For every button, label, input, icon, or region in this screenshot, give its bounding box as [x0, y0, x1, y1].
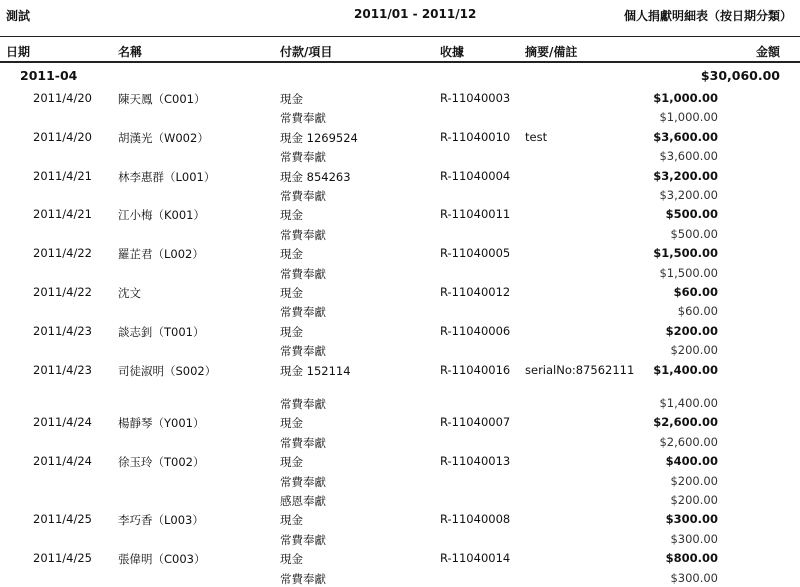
entry-item-label: 常費奉獻	[280, 475, 326, 489]
entry-item-amount: $200.00	[670, 343, 718, 357]
entry-item-label: 常費奉獻	[280, 572, 326, 586]
entry-name: 談志釗（T001）	[118, 325, 205, 339]
entry-item-amount: $1,000.00	[659, 110, 718, 124]
entry-item-amount: $500.00	[670, 227, 718, 241]
entry-amount: $3,200.00	[653, 169, 718, 183]
entry-payment-method: 現金	[280, 455, 303, 469]
entry-payment-method: 現金	[280, 325, 303, 339]
entry-date: 2011/4/23	[33, 324, 92, 338]
report-title: 個人捐獻明細表（按日期分類）	[623, 9, 792, 23]
entry-item-label: 常費奉獻	[280, 150, 326, 164]
entry-receipt: R-11040004	[440, 169, 511, 183]
entry-date: 2011/4/23	[33, 363, 92, 377]
entry-item-label: 常費奉獻	[280, 344, 326, 358]
entry-item-amount: $60.00	[677, 304, 718, 318]
entry-payment-method: 現金	[280, 208, 303, 222]
entry-name: 李巧香（L003）	[118, 513, 204, 527]
report-org-name: 測試	[6, 9, 31, 23]
entry-payment-method: 現金 854263	[280, 170, 351, 184]
column-header-name: 名稱	[118, 45, 143, 59]
entry-date: 2011/4/24	[33, 454, 92, 468]
entry-amount: $1,500.00	[653, 246, 718, 260]
entry-amount: $3,600.00	[653, 130, 718, 144]
entry-memo: serialNo:87562111	[525, 363, 635, 377]
entry-name: 沈文	[118, 286, 141, 300]
entry-payment-method: 現金	[280, 513, 303, 527]
entry-receipt: R-11040003	[440, 91, 511, 105]
entry-payment-method: 現金	[280, 247, 303, 261]
group-total: $30,060.00	[700, 68, 780, 83]
entry-receipt: R-11040014	[440, 551, 511, 565]
entry-memo: test	[525, 130, 548, 144]
column-header-memo: 摘要/備註	[525, 45, 578, 59]
entry-item-label: 常費奉獻	[280, 436, 326, 450]
entry-date: 2011/4/21	[33, 207, 92, 221]
entry-amount: $60.00	[673, 285, 718, 299]
entry-item-label: 常費奉獻	[280, 228, 326, 242]
entry-date: 2011/4/24	[33, 415, 92, 429]
entry-item-amount: $1,400.00	[659, 396, 718, 410]
entry-name: 司徒淑明（S002）	[118, 364, 217, 378]
entry-payment-method: 現金	[280, 92, 303, 106]
entry-item-amount: $300.00	[670, 571, 718, 585]
entry-receipt: R-11040012	[440, 285, 511, 299]
column-header-amount: 金額	[755, 45, 780, 59]
entry-date: 2011/4/21	[33, 169, 92, 183]
entry-date: 2011/4/22	[33, 246, 92, 260]
entry-name: 羅芷君（L002）	[118, 247, 204, 261]
entry-item-amount: $3,600.00	[659, 149, 718, 163]
entry-item-amount: $300.00	[670, 532, 718, 546]
entry-item-amount: $3,200.00	[659, 188, 718, 202]
entry-item-label: 常費奉獻	[280, 111, 326, 125]
entry-date: 2011/4/20	[33, 91, 92, 105]
entry-receipt: R-11040010	[440, 130, 511, 144]
entry-payment-method: 現金 152114	[280, 364, 351, 378]
entry-item-amount: $1,500.00	[659, 266, 718, 280]
entry-date: 2011/4/25	[33, 551, 92, 565]
entry-name: 徐玉玲（T002）	[118, 455, 205, 469]
entry-item-amount: $200.00	[670, 493, 718, 507]
entry-amount: $300.00	[665, 512, 718, 526]
column-header-date: 日期	[6, 45, 31, 59]
entry-item-label: 常費奉獻	[280, 533, 326, 547]
entry-receipt: R-11040005	[440, 246, 511, 260]
entry-amount: $800.00	[665, 551, 718, 565]
entry-amount: $400.00	[665, 454, 718, 468]
group-label: 2011-04	[20, 68, 78, 83]
entry-receipt: R-11040016	[440, 363, 511, 377]
entry-receipt: R-11040006	[440, 324, 511, 338]
entry-item-label: 常費奉獻	[280, 397, 326, 411]
entry-payment-method: 現金	[280, 416, 303, 430]
entry-receipt: R-11040008	[440, 512, 511, 526]
entry-payment-method: 現金	[280, 552, 303, 566]
entry-receipt: R-11040007	[440, 415, 511, 429]
entry-amount: $1,000.00	[653, 91, 718, 105]
entry-amount: $2,600.00	[653, 415, 718, 429]
entry-item-label: 常費奉獻	[280, 305, 326, 319]
entry-payment-method: 現金	[280, 286, 303, 300]
report-period: 2011/01 - 2011/12	[354, 7, 477, 21]
entry-item-amount: $2,600.00	[659, 435, 718, 449]
entry-name: 江小梅（K001）	[118, 208, 205, 222]
entry-amount: $500.00	[665, 207, 718, 221]
entry-name: 林李惠群（L001）	[118, 170, 216, 184]
entry-payment-method: 現金 1269524	[280, 131, 358, 145]
column-header-rule	[0, 61, 800, 63]
entry-item-amount: $200.00	[670, 474, 718, 488]
entry-receipt: R-11040013	[440, 454, 511, 468]
entry-item-label: 常費奉獻	[280, 267, 326, 281]
entry-item-label: 感恩奉獻	[280, 494, 326, 508]
entry-item-label: 常費奉獻	[280, 189, 326, 203]
header-rule	[0, 36, 800, 37]
entry-date: 2011/4/22	[33, 285, 92, 299]
entry-name: 楊靜琴（Y001）	[118, 416, 205, 430]
entry-receipt: R-11040011	[440, 207, 511, 221]
entry-name: 張偉明（C003）	[118, 552, 206, 566]
entry-name: 胡漢光（W002）	[118, 131, 209, 145]
entry-amount: $1,400.00	[653, 363, 718, 377]
entry-date: 2011/4/20	[33, 130, 92, 144]
entry-name: 陳天鳳（C001）	[118, 92, 206, 106]
column-header-receipt: 收據	[440, 45, 465, 59]
entry-amount: $200.00	[665, 324, 718, 338]
column-header-payment: 付款/項目	[280, 45, 333, 59]
entry-date: 2011/4/25	[33, 512, 92, 526]
